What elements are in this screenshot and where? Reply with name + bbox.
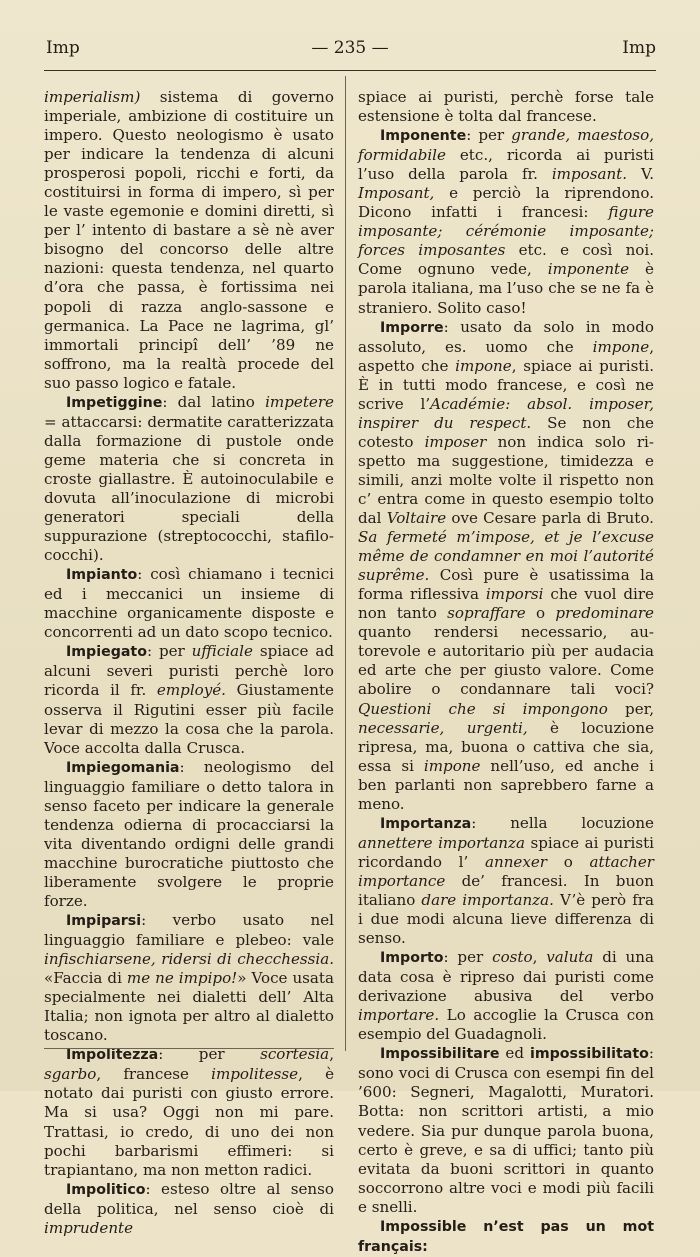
column-separator — [345, 76, 346, 1051]
headword: Importanza — [380, 815, 472, 832]
headword: Impiegomania — [66, 759, 180, 776]
headword: Importo — [380, 950, 444, 967]
left-column — [44, 88, 334, 1238]
entry-imperialismo-continuation: imperialism) sistema di governo imperiale, ambizione di costituire un impero. Questo neologismo è usato per indicare la tendenza di alcuni prosperosi popoli, ricchi e forti, da costituirsi in forma di impero, sì per le vaste egemonie e domini diretti, sì per l’ intento di bastare a sè nè aver bisogno del concorso delle altre nazioni: questa tendenza, nel quarto d’ora che passa, è fortissima nei popoli di razza anglo-sassone e germanica. La Pace ne lagrima, gl’ immortali principî dell’ ’89 ne soffrono, ma la realtà procede del suo passo logico e fatale. — [44, 88, 334, 392]
headword: impossibilitato — [529, 1046, 649, 1063]
headword: Imporre — [380, 319, 444, 336]
entry-imporre: Imporre: usato da solo in modo assoluto, es. uomo che impone, aspetto che impone, spiace ai puristi. È in tutti modo francese, e così ne scrive l’Académie: absol. imposer, inspirer du respect. Se non che cotesto imposer non indica solo rispetto ma suggestione, timidezza e simili, anzi molte volte il rispetto non c’ entra come in questo esempio tolto dal Voltaire ove Cesare parla di Bruto. Sa fermeté m’impose, et je l’excuse même de condamner en moi l’autorité suprême. Così pure è usatissima la forma riflessiva imporsi che vuol dire non tanto sopraffare o predominare quanto rendersi necessario, autorevole e autoritario più per audacia ed arte che per giusto valore. Come abolire o condannare tali voci? Questioni che si impongono per, necessarie, urgenti, è locuzione ripresa, ma, buona o cattiva che sia, essa si impone nell’uso, ed anche i ben parlanti non saprebbero farne a meno. — [358, 317, 655, 813]
header-rule — [44, 70, 656, 71]
entry-imponente: Imponente: per grande, maestoso, formidabile etc., ricorda ai puristi l’uso della parola fr. imposant. V. Imposant, e perciò la riprendono. Dicono infatti i francesi: figure imposante; cérémonie imposante; forces imposantes etc. e così noi. Come ognuno vede, imponente è parola italiana, ma l’uso che se ne fa è straniero. Solito caso! — [358, 126, 655, 317]
entry-importo: Importo: per costo, valuta di una data cosa è ripreso dai puristi come derivazione abusiva del verbo importare. Lo accoglie la Crusca con esempio del Guadagnoli. — [358, 948, 654, 1044]
page-number: — 235 — — [311, 38, 389, 58]
headword: Impossibilitare — [380, 1046, 500, 1063]
entry-impianto: Impianto: così chiamano i tecnici ed i meccanici un insieme di macchine organicamente disposte e concorrenti ad un dato scopo tecnico. — [44, 565, 334, 642]
entry-impiparsi: Impiparsi: verbo usato nel linguaggio familiare e plebeo: vale infischiarsene, ridersi di checchessia. «Faccia di me ne impipo!» Voce usata specialmente nei dialetti dell’ Alta Italia; non ignota per altro al dialetto toscano. — [44, 911, 334, 1045]
entry-impetiggine: Impetiggine: dal latino impetere = attaccarsi: dermatite caratterizzata dalla formazione di pustole onde geme materia che si concreta in croste giallastre. È autoinoculabile e dovuta all’inoculazione di microbi generatori speciali della suppurazione (streptococchi, stafilococchi). — [44, 392, 334, 565]
headword: Impiparsi — [66, 913, 142, 930]
running-head-left: Imp — [46, 38, 80, 58]
entry-impolitico-continuation: spiace ai puristi, perchè forse tale estensione è tolta dal francese. — [358, 88, 654, 126]
right-column — [358, 88, 654, 1257]
headword: Imponente — [380, 128, 467, 145]
headword: Impetiggine — [66, 394, 163, 411]
entry-importanza: Importanza: nella locuzione annettere importanza spiace ai puristi ricordando l’ annexer o attacher importance de’ francesi. In buon italiano dare importanza. V’è però fra i due modi alcuna lieve differenza di senso. — [358, 813, 655, 948]
entry-impossible-n-est-pas: Impossible n’est pas un mot français: — [358, 1218, 654, 1255]
headword: Impianto — [66, 567, 138, 584]
headword: Impiegato — [66, 644, 147, 661]
entry-impolitezza: Impolitezza: per scortesia, sgarbo, francese impolitesse, è notato dai puristi con giusto errore. Ma si usa? Oggi non mi pare. Trattasi, io credo, di uno dei non pochi barbarismi effimeri: si trapiantano, ma non metton radici. — [44, 1045, 335, 1179]
entry-impiegomania: Impiegomania: neologismo del linguaggio familiare o detto talora in senso faceto per indicare la generale tendenza odierna di procacciarsi la vita diventando ordigni delle grandi macchine burocratiche piuttosto che liberamente svolgere le proprie forze. — [44, 757, 334, 910]
entry-impiegato: Impiegato: per ufficiale spiace ad alcuni severi puristi perchè loro ricorda il fr. employé. Giustamente osserva il Rigutini esser più facile levar di mezzo la cosa che la parola. Voce accolta dalla Crusca. — [44, 642, 334, 757]
headword: Impossible n’est pas un mot français — [358, 1218, 654, 1255]
headword: Impolitezza — [66, 1047, 159, 1064]
running-head-right: Imp — [622, 38, 656, 58]
entry-impossibilitare: Impossibilitare ed impossibilitato: sono voci di Crusca con esempi fin del ’600: Segneri, Magalotti, Muratori. Botta: non scrittori artisti, a mio vedere. Sia pur dunque parola buona, certo è greve, e sa di uffici; tanto più evitata da buoni scrittori in quanto soccorrono altre voci e modi più facili e snelli. — [358, 1044, 654, 1216]
footer-rule — [44, 1048, 334, 1049]
headword: Impolitico — [66, 1181, 146, 1198]
entry-impolitico: Impolitico: esteso oltre al senso della politica, nel senso cioè di imprudente — [44, 1179, 334, 1237]
running-head — [44, 38, 656, 62]
